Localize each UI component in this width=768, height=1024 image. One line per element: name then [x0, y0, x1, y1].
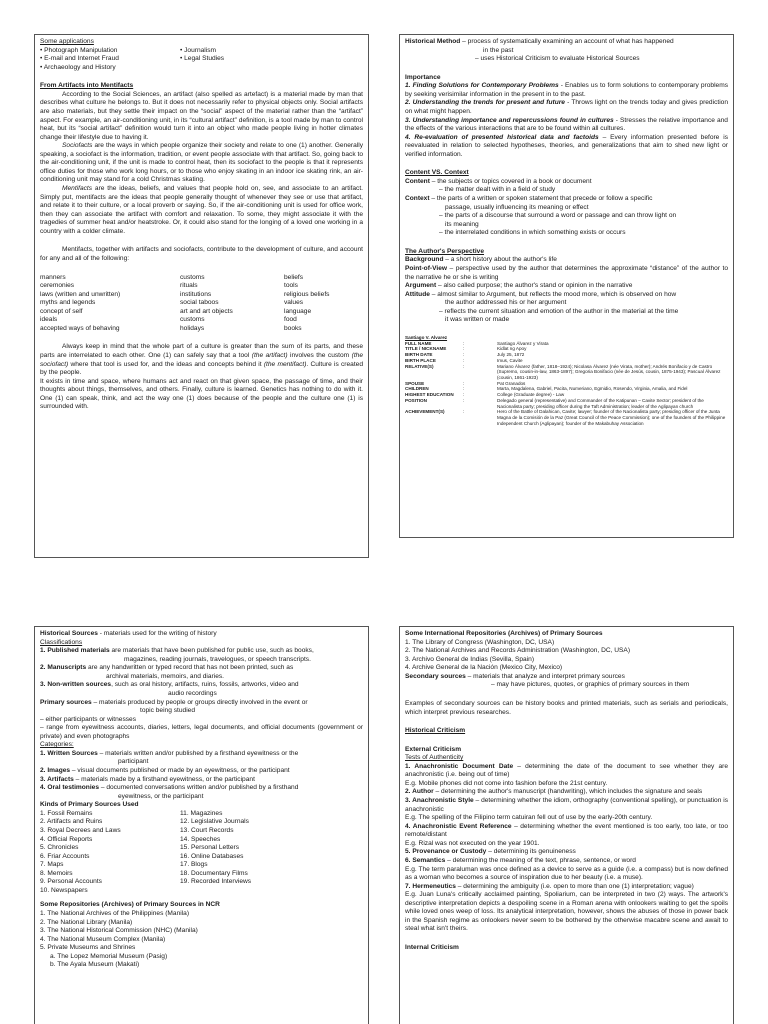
test-item — [405, 848, 728, 857]
term-mentifacts: Mentifacts — [62, 185, 93, 192]
text-run: – Every information presented before is reevaluated in relation to selected hypotheses, theories, and generalizations that aim to shed new light or verified information. — [405, 133, 729, 158]
authors-perspective-title: The Author's Perspective — [405, 247, 485, 255]
category-title: 1. Written Sources — [40, 749, 98, 757]
kinds-list — [40, 810, 363, 896]
text-line: – the parts of a discourse that surround a word or passage and can throw light on — [439, 212, 677, 220]
text-line: archival materials, memoirs, and diaries. — [106, 672, 224, 680]
text-line: its meaning — [445, 220, 479, 228]
kinds-title: Kinds of Primary Sources Used — [40, 801, 139, 809]
list-item: customs — [180, 316, 205, 324]
profile-value: College (Graduate degree) - Law — [497, 392, 565, 398]
test-example: E.g. The term paraluman was once defined as a device to serve as a guide (i.e. a compass) but is now defined as a woman who becomes a source of inspiration due to her beauty (i.e. a muse). — [405, 865, 728, 882]
text-run: – determining whether the idiom, orthography (conventional spelling), or punctuation is anachronistic — [405, 797, 728, 813]
list-item: accepted ways of behaving — [40, 324, 120, 332]
test-title: 6. Semantics — [405, 856, 446, 864]
paragraph-culture-development: Mentifacts, together with artifacts and sociofacts, contribute to the development of culture, and account for any and all of the following: — [40, 246, 363, 262]
kind-item: 14. Speeches — [180, 835, 221, 843]
argument-def — [405, 282, 728, 291]
repository-item: 4. The National Museum Complex (Manila) — [40, 935, 166, 943]
profile-sep: : — [463, 409, 465, 415]
text-run: – perspective used by the author that determines the approximate “distance” of the author to the narrative he or she is writing — [405, 264, 728, 281]
intl-repositories-list — [405, 639, 728, 673]
list-item: customs — [180, 273, 205, 281]
kind-item: 3. Royal Decrees and Laws — [40, 826, 121, 834]
profile-key: CHILDREN — [405, 386, 429, 392]
text-line: participant — [118, 758, 149, 766]
application-item: • E-mail and Internet Fraud — [40, 55, 119, 63]
categories-title: Categories: — [40, 741, 74, 749]
profile-value: July 25, 1872 — [497, 352, 525, 358]
content-def — [405, 178, 728, 187]
card-historical-sources — [34, 626, 369, 1024]
culture-col-1 — [40, 274, 180, 334]
text-line: audio recordings — [168, 689, 217, 697]
paragraph-culture-learned: It exists in time and space, where humans act and react on that given space, the passage of time, and their thoughts about things, themselves, and others. Finally, culture is learned. Genetics has nothing to do with it. One (1) can speak, think, and act the way one (1) does because of the people and the culture one (1) is surrounded with. — [40, 377, 363, 411]
profile-row — [405, 409, 728, 426]
content-vs-context-title: Content VS. Context — [405, 169, 469, 177]
importance-item-title: 1. Finding Solutions for Contemporary Problems — [405, 82, 559, 90]
test-title: 3. Anachronistic Style — [405, 797, 474, 804]
profile-value: Pat Granados — [497, 380, 526, 386]
profile-key: SPOUSE — [405, 380, 425, 386]
text-run: – the subjects or topics covered in a book or document — [429, 177, 592, 185]
classification-item — [40, 647, 363, 656]
classification-item — [40, 664, 363, 673]
profile-key: HIGHEST EDUCATION — [405, 392, 454, 398]
secondary-sources-def — [405, 673, 728, 682]
text-run: – materials produced by people or groups directly involved in the event or — [91, 698, 308, 706]
text-line: passage, usually influencing its meaning or effect — [445, 203, 589, 211]
paragraph-sociofacts-text: are the ways in which people organize their society and relate to one (1) another. Generally speaking, a sociofact is the information, tradition, or event people associate with that artifact. So, going back to the air-conditioning unit, if the unit is made to control heat, then its sociofact to the people is that it represents office duties for those who work long hours, or to those who enjoy skating in an indoor ice skating rink, an air-conditioning unit may stand for a cold Christmas skating. — [40, 142, 363, 184]
term-attitude: Attitude — [405, 290, 430, 298]
text-line: it was written or made — [445, 316, 510, 324]
importance-title: Importance — [405, 73, 441, 81]
card-historical-method — [399, 34, 734, 538]
list-item: religious beliefs — [284, 290, 330, 298]
text-line: – reflects the current situation and emotion of the author in the material at the time — [439, 307, 679, 315]
classification-item — [40, 681, 363, 690]
list-item: concept of self — [40, 307, 83, 315]
paragraph-sociofacts — [40, 142, 363, 185]
profile-key: FULL NAME — [405, 340, 432, 346]
kind-item: 9. Personal Accounts — [40, 878, 102, 886]
classifications-title: Classifications — [40, 638, 83, 646]
text-run: – process of systematically examining an account of what has happened — [460, 38, 674, 45]
term-background: Background — [405, 256, 444, 264]
text-run: (the artifact) — [251, 352, 288, 359]
profile-value: Mariano Álvarez (father, 1818–1924); Nicolasa Álvarez (née Virata, mother); Andrés Bonifacio y de Castro (Supremo, cousin-in-law, 1863-1897); Gregoria Bonifacio (née de Jesús, cousin, 1875-1943); Pascual Álvarez (cousin, 1861-1923) — [497, 363, 721, 381]
term-pov: Point-of-View — [405, 264, 448, 272]
profile-sep: : — [463, 386, 465, 392]
attitude-def — [405, 291, 728, 300]
test-example: E.g. Juan Luna's critically acclaimed painting, Spoliarium, can be interpreted in two (2) ways. The artwork's descriptive interpretation depicts a despoiling scene in a Roman arena with onlookers waiting to get the spoils while loved ones weep of loss. Its analytical interpretation, however, shows the abuses of those in power back in the Spanish regime as onlookers never seem to be bothered by the otherwise macabre scene and await to steal what isn't theirs. — [405, 891, 728, 933]
list-item: values — [284, 299, 304, 307]
text-run: – a short history about the author's life — [443, 256, 557, 264]
category-item — [40, 776, 363, 785]
importance-item-title: 3. Understanding importance and repercussions found in cultures — [405, 116, 614, 124]
text-run: are any handwritten or typed record that has not been printed, such as — [86, 664, 294, 672]
profile-value: Marta, Magdalena, Gabriel, Pacita, Numeriano, Egmidio, Rosendo, Virginia, Amalia, and Fidel — [497, 386, 688, 392]
list-item: institutions — [180, 290, 212, 298]
text-run: – materials that analyze and interpret primary sources — [465, 672, 625, 680]
application-item: • Photograph Manipulation — [40, 46, 118, 54]
category-item — [40, 784, 363, 793]
test-title: 1. Anachronistic Document Date — [405, 762, 514, 770]
text-run: - Throws light on the trends today and gives prediction on what might happen. — [405, 99, 728, 115]
text-run: – determining the date of the document to see whether they are anachronistic (i.e. being out of time) — [405, 762, 728, 779]
text-line: – uses Historical Criticism to evaluate Historical Sources — [475, 55, 640, 63]
profile-row — [405, 398, 728, 409]
category-title: 3. Artifacts — [40, 775, 74, 783]
kind-item: 17. Blogs — [180, 861, 208, 869]
test-title: 2. Author — [405, 788, 434, 796]
category-title: 2. Images — [40, 767, 71, 774]
text-run: - Enables us to form solutions to contemporary problems by seeking verisimilar information in the present in to the past. — [405, 82, 728, 98]
text-run: – materials made by a firsthand eyewitness, or the participant — [73, 775, 255, 783]
list-item: ceremonies — [40, 282, 75, 290]
list-item: myths and legends — [40, 299, 96, 307]
importance-item-title: 2. Understanding the trends for present and future — [405, 99, 565, 107]
text-run: - materials used for the writing of history — [97, 630, 217, 637]
list-item: rituals — [180, 282, 198, 290]
test-title: 7. Hermeneutics — [405, 882, 456, 890]
text-run: , such as oral history, artifacts, ruins, fossils, artworks, video and — [111, 681, 299, 689]
kind-item: 1. Fossil Remains — [40, 809, 93, 817]
paragraph-mentifacts-text: are the ideas, beliefs, and values that people hold on, see, and associate to an artifact. Simply put, mentifacts are the ideas that people generally thought of whenever they see or use that artifact, and relate it to their culture, or a local proverb or saying. So, if the air-conditioning unit is used for office work, then they can associate the artifact with comfort and relaxation. To some, they might associate it with the tragedies of summer heat and/or heatstroke. Or, it could also stand for the longing of a loved one working in a country with a colder climate. — [40, 185, 363, 235]
profile-sep: : — [463, 346, 465, 352]
kinds-col-right — [180, 810, 363, 896]
text-run: – determining whether the event mentioned is too early, too late, or too remote/distant — [405, 822, 729, 839]
kind-item: 11. Magazines — [180, 809, 223, 817]
test-item — [405, 763, 728, 780]
text-run: – visual documents published or made by an eyewitness, or the participant — [70, 767, 290, 774]
kind-item: 8. Memoirs — [40, 869, 73, 877]
repository-item: a. The Lopez Memorial Museum (Pasig) — [50, 952, 168, 960]
classification-title: 3. Non-written sources — [40, 681, 112, 689]
repository-item: 2. The National Library (Manila) — [40, 918, 133, 926]
profile-key: BIRTH DATE — [405, 352, 433, 358]
paragraph-mentifacts — [40, 185, 363, 236]
list-item: language — [284, 307, 312, 315]
historical-sources-def — [40, 630, 363, 639]
list-item: holidays — [180, 324, 205, 332]
primary-sources-def — [40, 699, 363, 708]
text-run: – also called purpose; the author's stand or opinion in the narrative — [436, 282, 633, 290]
profile-sep: : — [463, 340, 465, 346]
profile-value: Delegado general (representative) and Commander of the Katipunan – Cavite Sector; president of the Nacionalista party; presiding officer during the Taft Administration; leader of the Aglipayan church — [497, 397, 704, 409]
kind-item: 7. Maps — [40, 861, 64, 869]
repository-item: b. The Ayala Museum (Makati) — [50, 961, 140, 969]
list-item: manners — [40, 273, 66, 281]
profile-sep: : — [463, 380, 465, 386]
text-line: eyewitness, or the participant — [118, 792, 204, 800]
card-historical-criticism — [399, 626, 734, 1024]
profile-sep: : — [463, 392, 465, 398]
text-run: – determining the ambiguity (i.e. open to more than one (1) interpretation; vague) — [455, 882, 694, 890]
application-item: • Legal Studies — [180, 55, 225, 63]
profile-value: Santiago Álvarez y Virata — [497, 340, 549, 346]
historical-criticism-title: Historical Criticism — [405, 727, 466, 735]
background-def — [405, 256, 728, 265]
paragraph-whole-culture — [40, 343, 363, 377]
profile-title: Santiago V. Alvarez — [405, 334, 448, 340]
importance-item — [405, 117, 728, 134]
profile-sep: : — [463, 397, 465, 403]
text-line: – the matter dealt with in a field of study — [439, 186, 556, 194]
list-item: art and art objects — [180, 307, 233, 315]
text-run: involves the custom — [287, 352, 352, 359]
kind-item: 15. Personal Letters — [180, 844, 240, 852]
repository-item: 1. The Library of Congress (Washington, DC, USA) — [405, 638, 555, 646]
kind-item: 19. Recorded Interviews — [180, 878, 252, 886]
repository-item: 4. Archive General de la Nación (Mexico City, Mexico) — [405, 664, 563, 672]
external-criticism-title: External Criticism — [405, 745, 462, 753]
test-example: E.g. Mobile phones did not come into fashion before the 21st century. — [405, 779, 608, 787]
classification-title: 1. Published materials — [40, 647, 110, 655]
text-run: – documented conversations written and/or published by a firsthand — [99, 784, 299, 792]
text-line: magazines, reading journals, travelogues, or speech transcripts. — [124, 655, 311, 663]
term-sociofacts: Sociofacts — [62, 142, 93, 150]
kinds-col-left — [40, 810, 180, 896]
intl-repositories-title: Some International Repositories (Archives) of Primary Sources — [405, 630, 603, 637]
list-item: books — [284, 324, 302, 332]
classification-title: 2. Manuscripts — [40, 664, 87, 672]
tests-authenticity-title: Tests of Authenticity — [405, 754, 464, 762]
test-item — [405, 797, 728, 814]
repository-item: 2. The National Archives and Records Administration (Washington, DC, USA) — [405, 647, 631, 655]
culture-col-2 — [180, 274, 284, 334]
text-run: – the parts of a written or spoken statement that precede or follow a specific — [429, 195, 653, 202]
secondary-examples: Examples of secondary sources can be history books and printed materials, such as serials and periodicals, which interpret previous researches. — [405, 699, 728, 716]
profile-key: ACHIEVEMENT(S) — [405, 409, 445, 415]
internal-criticism-title: Internal Criticism — [405, 944, 459, 951]
profile-value: Hero of the Battle of Dalahican, Cavite; lawyer; founder of the Nacionalista party; presiding officer of the Junta Magna de la Comisión de la Paz (Great Council of the Peace Commission); one of the founders of the Philippine Independent Church (Aglipayan); founder of the Makabuhay Association — [497, 409, 726, 426]
repository-item: 3. Archivo General de Indias (Sevilla, Spain) — [405, 655, 535, 663]
test-title: 4. Anachronistic Event Reference — [405, 822, 512, 830]
application-item: • Archaeology and History — [40, 63, 116, 71]
profile-sep: : — [463, 357, 465, 363]
repositories-ncr-list — [40, 910, 363, 970]
text-run: Always keep in mind that the whole part of a culture is greater than the sum of its parts, and these parts are interrelated to each other. One (1) can safely say that a tool — [40, 343, 363, 359]
term-content: Content — [405, 177, 430, 185]
profile-sep: : — [463, 352, 465, 358]
text-line: – range from eyewitness accounts, diaries, letters, legal documents, and official documents (government or private) and even photographs — [40, 724, 363, 740]
kind-item: 4. Official Reports — [40, 835, 93, 843]
term-secondary-sources: Secondary sources — [405, 672, 466, 680]
profile-value: Kidlat ng Apoy — [497, 346, 527, 352]
text-line: topic being studied — [140, 707, 195, 715]
importance-item-title: 4. Re-evaluation of presented historical data and factoids — [405, 133, 599, 141]
category-title: 4. Oral testimonies — [40, 784, 99, 792]
profile-santiago-alvarez — [405, 335, 728, 427]
list-item: laws (written and unwritten) — [40, 290, 121, 298]
repository-item: 3. The National Historical Commission (NHC) (Manila) — [40, 927, 198, 935]
applications-list — [40, 47, 363, 73]
category-item — [40, 750, 363, 759]
applications-title: Some applications — [40, 38, 94, 45]
list-item: social taboos — [180, 299, 219, 307]
text-run: where that tool is used for, and the ideas and concepts behind it — [68, 360, 264, 368]
test-item — [405, 857, 728, 866]
text-run: - Stresses the relative importance and the effects of the various interactions that are to be found within all cultures. — [405, 116, 728, 133]
kind-item: 2. Artifacts and Ruins — [40, 818, 103, 826]
repositories-ncr-title: Some Repositories (Archives) of Primary Sources in NCR — [40, 901, 220, 909]
text-run: . Culture is created by the people. — [40, 360, 363, 377]
test-example: E.g. The spelling of the Filipino term catuiran fell out of use by the early-20th century. — [405, 814, 653, 822]
term-primary-sources: Primary sources — [40, 698, 92, 706]
text-run: – materials written and/or published by a firsthand eyewitness or the — [97, 749, 299, 757]
list-item: beliefs — [284, 273, 304, 281]
kind-item: 16. Online Databases — [180, 852, 244, 860]
kind-item: 6. Friar Accounts — [40, 852, 90, 860]
culture-elements-list — [40, 274, 363, 334]
profile-key: TITLE / NICKNAME — [405, 346, 447, 352]
list-item: food — [284, 316, 297, 324]
test-item — [405, 788, 728, 797]
kind-item: 18. Documentary Films — [180, 869, 248, 877]
text-run: – determining the author's manuscript (handwriting), which includes the signature and seals — [433, 788, 703, 796]
historical-method-def — [405, 38, 728, 47]
text-line: – the interrelated conditions in which something exists or occurs — [439, 229, 626, 237]
list-item: ideals — [40, 316, 58, 324]
profile-key: POSITION — [405, 397, 427, 403]
test-example: E.g. Rizal was not executed on the year 1901. — [405, 839, 540, 847]
text-run: (the mentifact) — [263, 360, 307, 368]
context-def — [405, 195, 728, 204]
card-artifacts-mentifacts — [34, 34, 369, 558]
profile-rows — [405, 341, 728, 427]
kind-item: 10. Newspapers — [40, 886, 88, 894]
repository-item: 1. The National Archives of the Philippines (Manila) — [40, 910, 190, 917]
text-run: – almost similar to Argument, but reflects the mood more, which is observed on how — [429, 290, 677, 298]
text-run: – determining the meaning of the text, phrase, sentence, or word — [445, 856, 636, 864]
term-historical-method: Historical Method — [405, 38, 461, 45]
paragraph-artifact: According to the Social Sciences, an artifact (also spelled as artefact) is a material made by man that describes what culture he belongs to. But it does not necessarily refer to physical objects only. Social artifacts are also materials, but they settle their impact on the “social” aspect of the material rather than the “artifact” aspect. For example, an air-conditioning unit, in its “cultural artifact” definition, is a tool made by man to control heat, but its “social artifact” definition would turn it into an object who made people living in hotter climates change their lifestyle due to having it. — [40, 90, 363, 141]
test-item — [405, 823, 728, 840]
kind-item: 12. Legislative Journals — [180, 818, 249, 826]
test-item — [405, 883, 728, 892]
importance-item — [405, 82, 728, 99]
kind-item: 5. Chronicles — [40, 844, 79, 852]
text-run: (the sociofact) — [40, 352, 363, 368]
text-run: are materials that have been published for public use, such as books, — [109, 647, 314, 655]
culture-col-3 — [284, 274, 363, 334]
repository-item: 5. Private Museums and Shrines — [40, 944, 136, 952]
profile-key: RELATIVE(S) — [405, 363, 434, 369]
test-title: 5. Provenance or Custody — [405, 848, 487, 856]
application-item: • Journalism — [180, 46, 217, 54]
importance-item — [405, 134, 728, 160]
list-item: tools — [284, 282, 298, 290]
importance-item — [405, 99, 728, 116]
text-run: – determining its genuineness — [486, 848, 576, 856]
text-line: – either participants or witnesses — [40, 715, 137, 723]
term-argument: Argument — [405, 282, 437, 290]
term-historical-sources: Historical Sources — [40, 630, 98, 637]
text-line: in the past — [483, 46, 514, 54]
section-title-artifacts: From Artifacts into Mentifacts — [40, 82, 134, 90]
profile-sep: : — [463, 363, 465, 369]
profile-row — [405, 364, 728, 381]
profile-value: Imus, Cavite — [497, 357, 523, 363]
category-item — [40, 767, 363, 776]
pov-def — [405, 265, 728, 282]
text-line: – may have pictures, quotes, or graphics of primary sources in them — [491, 681, 690, 689]
kind-item: 13. Court Records — [180, 826, 234, 834]
profile-key: BIRTH PLACE — [405, 357, 436, 363]
text-line: the author addressed his or her argument — [445, 299, 567, 307]
term-context: Context — [405, 195, 430, 202]
